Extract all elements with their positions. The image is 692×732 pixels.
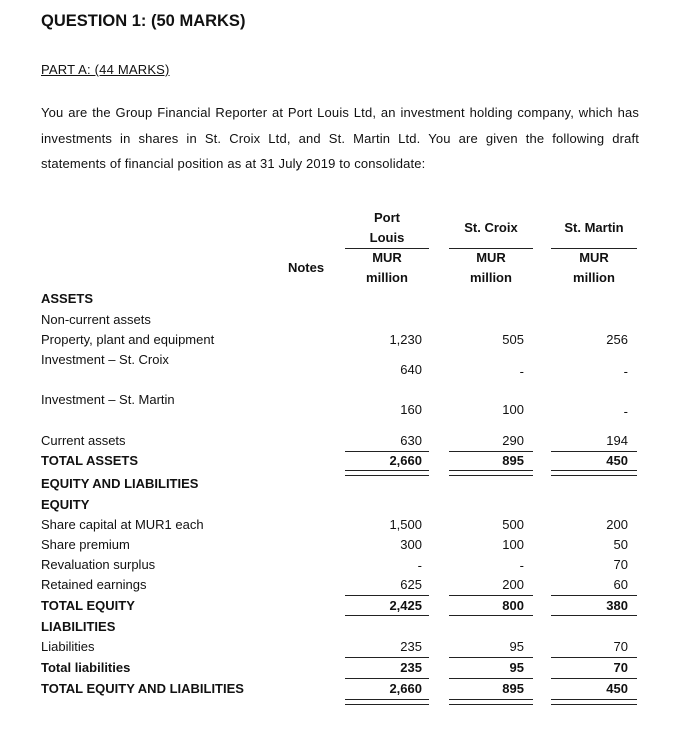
label-total-liabilities: Total liabilities [41, 660, 131, 675]
total-double-rule [551, 470, 637, 476]
sum-rule [449, 595, 533, 596]
sum-rule [551, 451, 637, 452]
sum-rule [551, 595, 637, 596]
label-investment-st-martin: Investment – St. Martin [41, 392, 175, 407]
sum-rule [449, 451, 533, 452]
value-reval-st-martin: 70 [613, 557, 628, 572]
header-rule [551, 248, 637, 249]
label-revaluation-surplus: Revaluation surplus [41, 557, 156, 572]
value-total-eq-liab-st-croix: 895 [502, 681, 524, 696]
value-total-assets-port-louis: 2,660 [389, 453, 422, 468]
label-liabilities: Liabilities [41, 639, 95, 654]
header-rule [449, 248, 533, 249]
col-port-louis-unit-1: MUR [372, 250, 402, 265]
label-assets: ASSETS [41, 291, 94, 306]
label-total-equity: TOTAL EQUITY [41, 598, 135, 613]
value-current-port-louis: 630 [400, 433, 422, 448]
header-rule [345, 248, 429, 249]
label-share-premium: Share premium [41, 537, 130, 552]
sum-rule [551, 678, 637, 679]
col-st-croix-unit-1: MUR [476, 250, 506, 265]
label-share-capital: Share capital at MUR1 each [41, 517, 204, 532]
value-reval-st-croix: - [519, 558, 524, 573]
value-total-liab-st-croix: 95 [509, 660, 524, 675]
label-liabilities-heading: LIABILITIES [41, 619, 116, 634]
value-total-liab-port-louis: 235 [400, 660, 422, 675]
value-share-capital-port-louis: 1,500 [389, 517, 422, 532]
value-ppe-st-croix: 505 [502, 332, 524, 347]
value-ppe-st-martin: 256 [606, 332, 628, 347]
value-liabilities-st-croix: 95 [509, 639, 524, 654]
value-total-eq-liab-st-martin: 450 [606, 681, 628, 696]
value-total-equity-port-louis: 2,425 [389, 598, 422, 613]
sum-rule [449, 657, 533, 658]
total-double-rule [449, 470, 533, 476]
value-inv-croix-port-louis: 640 [400, 362, 422, 377]
value-ppe-port-louis: 1,230 [389, 332, 422, 347]
value-total-assets-st-martin: 450 [606, 453, 628, 468]
col-port-louis-unit-2: million [366, 270, 408, 285]
label-ppe: Property, plant and equipment [41, 332, 215, 347]
value-reval-port-louis: - [417, 558, 422, 573]
col-st-croix-name: St. Croix [464, 220, 518, 235]
sum-rule [345, 657, 429, 658]
label-equity-and-liabilities: EQUITY AND LIABILITIES [41, 476, 199, 491]
label-non-current-assets: Non-current assets [41, 312, 151, 327]
value-total-eq-liab-port-louis: 2,660 [389, 681, 422, 696]
label-current-assets: Current assets [41, 433, 126, 448]
value-retained-st-croix: 200 [502, 577, 524, 592]
value-share-premium-st-croix: 100 [502, 537, 524, 552]
value-current-st-croix: 290 [502, 433, 524, 448]
col-st-croix-unit-2: million [470, 270, 512, 285]
sum-rule [551, 615, 637, 616]
value-inv-martin-st-croix: 100 [502, 402, 524, 417]
value-retained-st-martin: 60 [613, 577, 628, 592]
value-share-capital-st-croix: 500 [502, 517, 524, 532]
intro-paragraph: You are the Group Financial Reporter at Port Louis Ltd, an investment holding company, which has investments in shares in St. Croix Ltd, and St. Martin Ltd. You are given the following draft statements of financial position as at 31 July 2019 to consolidate: [41, 105, 639, 171]
value-current-st-martin: 194 [606, 433, 628, 448]
label-total-assets: TOTAL ASSETS [41, 453, 139, 468]
total-double-rule [449, 699, 533, 705]
part-heading: PART A: (44 MARKS) [41, 62, 170, 77]
label-retained-earnings: Retained earnings [41, 577, 147, 592]
label-equity: EQUITY [41, 497, 90, 512]
col-notes-header: Notes [287, 260, 325, 275]
col-port-louis-name-1: Port [374, 210, 400, 225]
value-share-premium-st-martin: 50 [613, 537, 628, 552]
col-st-martin-unit-2: million [573, 270, 615, 285]
value-retained-port-louis: 625 [400, 577, 422, 592]
sum-rule [345, 678, 429, 679]
value-total-equity-st-croix: 800 [502, 598, 524, 613]
total-double-rule [345, 699, 429, 705]
value-share-capital-st-martin: 200 [606, 517, 628, 532]
col-st-martin-header [551, 218, 637, 288]
sum-rule [345, 615, 429, 616]
value-inv-martin-st-martin: - [623, 404, 628, 419]
col-st-martin-name: St. Martin [564, 220, 624, 235]
question-heading: QUESTION 1: (50 MARKS) [41, 12, 246, 30]
value-liabilities-st-martin: 70 [613, 639, 628, 654]
value-inv-martin-port-louis: 160 [400, 402, 422, 417]
sum-rule [449, 678, 533, 679]
value-liabilities-port-louis: 235 [400, 639, 422, 654]
value-inv-croix-st-martin: - [623, 364, 628, 379]
sum-rule [345, 595, 429, 596]
col-port-louis-name-2: Louis [369, 230, 405, 245]
sum-rule [345, 451, 429, 452]
value-total-assets-st-croix: 895 [502, 453, 524, 468]
total-double-rule [345, 470, 429, 476]
label-investment-st-croix: Investment – St. Croix [41, 352, 169, 367]
value-total-liab-st-martin: 70 [613, 660, 628, 675]
sum-rule [551, 657, 637, 658]
value-total-equity-st-martin: 380 [606, 598, 628, 613]
col-st-martin-unit-1: MUR [579, 250, 609, 265]
value-inv-croix-st-croix: - [519, 364, 524, 379]
label-total-equity-and-liabilities: TOTAL EQUITY AND LIABILITIES [41, 681, 244, 696]
sum-rule [449, 615, 533, 616]
value-share-premium-port-louis: 300 [400, 537, 422, 552]
col-st-croix-header [449, 218, 533, 288]
total-double-rule [551, 699, 637, 705]
